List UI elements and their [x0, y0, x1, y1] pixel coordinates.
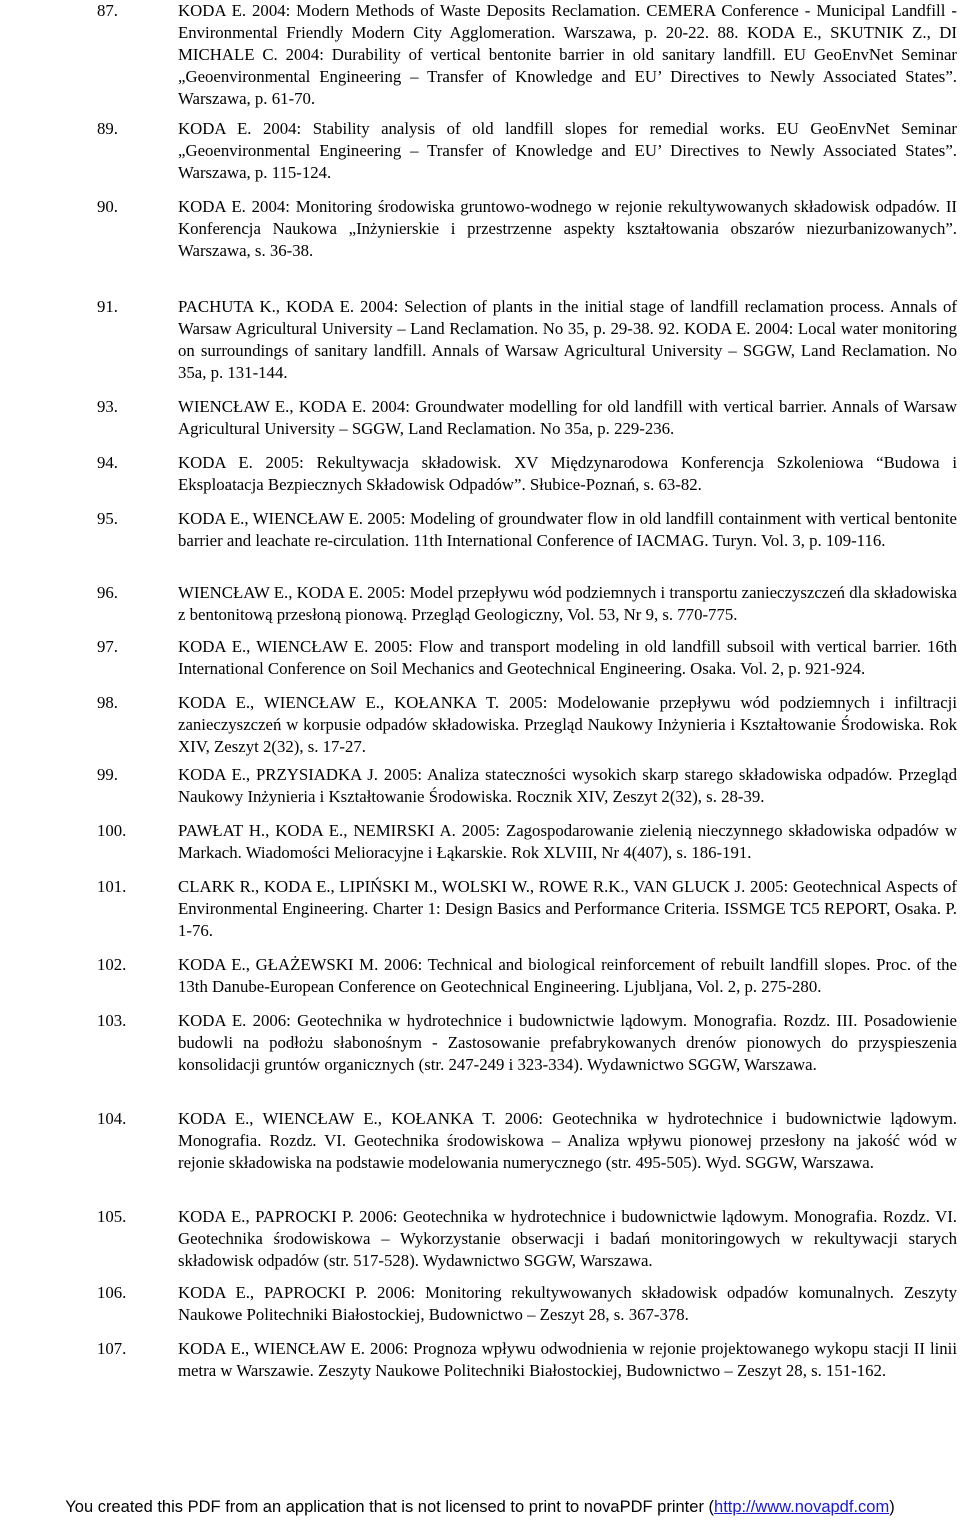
reference-entry: [97, 0, 957, 110]
reference-entry: [97, 1282, 957, 1326]
reference-text: KODA E. 2004: Modern Methods of Waste Deposits Reclamation. CEMERA Conference - Municipal Landfill - Environmental Friendly Modern City Agglomeration. Warszawa, p. 20-22. 88. KODA E., SKUTNIK Z., DI MICHALE C. 2004: Durability of vertical bentonite barrier in old sanitary landfill. EU GeoEnvNet Seminar „Geoenvironmental Engineering – Transfer of Knowledge and EU’ Directives to Newly Associated States”. Warszawa, p. 61-70.: [178, 1, 957, 108]
reference-entry: [97, 396, 957, 440]
reference-text: KODA E., WIENCŁAW E., KOŁANKA T. 2006: Geotechnika w hydrotechnice i budownictwie lądowym. Monografia. Rozdz. VI. Geotechnika środowiskowa – Analiza wpływu pionowej przesłony na jakość wód w rejonie składowiska na podstawie modelowania numerycznego (str. 495-505). Wyd. SGGW, Warszawa.: [178, 1109, 957, 1172]
footer-text: You created this PDF from an application that is not licensed to print to novaPDF printer (: [65, 1498, 715, 1516]
footer-close: ): [889, 1498, 895, 1516]
reference-number: 104.: [97, 1109, 127, 1128]
reference-entry: [97, 118, 957, 184]
reference-text: KODA E., PAPROCKI P. 2006: Geotechnika w hydrotechnice i budownictwie lądowym. Monografia. Rozdz. VI. Geotechnika środowiskowa – Wykorzystanie obserwacji i badań monitoringowych w rekultywacji starych składowisk odpadów (str. 517-528). Wydawnictwo SGGW, Warszawa.: [178, 1207, 957, 1270]
reference-entry: [97, 452, 957, 496]
reference-number: 99.: [97, 765, 118, 784]
reference-number: 96.: [97, 583, 118, 602]
reference-text: PACHUTA K., KODA E. 2004: Selection of plants in the initial stage of landfill reclamation process. Annals of Warsaw Agricultural University – Land Reclamation. No 35, p. 29-38. 92. KODA E. 2004: Local water monitoring on surroundings of sanitary landfill. Annals of Warsaw Agricultural University – SGGW, Land Reclamation. No 35a, p. 131-144.: [178, 297, 957, 382]
novapdf-link[interactable]: http://www.novapdf.com: [714, 1498, 890, 1516]
reference-entry: [97, 764, 957, 808]
reference-entry: [97, 692, 957, 758]
reference-number: 94.: [97, 453, 118, 472]
reference-number: 102.: [97, 955, 127, 974]
reference-text: KODA E., PRZYSIADKA J. 2005: Analiza stateczności wysokich skarp starego składowiska odpadów. Przegląd Naukowy Inżynieria i Kształtowanie Środowiska. Rocznik XIV, Zeszyt 2(32), s. 28-39.: [178, 765, 957, 806]
reference-entry: [97, 582, 957, 626]
reference-text: KODA E., PAPROCKI P. 2006: Monitoring rekultywowanych składowisk odpadów komunalnych. Zeszyty Naukowe Politechniki Białostockiej, Budownictwo – Zeszyt 28, s. 367-378.: [178, 1283, 957, 1324]
reference-text: KODA E., WIENCŁAW E. 2006: Prognoza wpływu odwodnienia w rejonie projektowanego wykopu stacji II linii metra w Warszawie. Zeszyty Naukowe Politechniki Białostockiej, Budownictwo – Zeszyt 28, s. 151-162.: [178, 1339, 957, 1380]
reference-entry: [97, 196, 957, 262]
reference-entry: [97, 876, 957, 942]
reference-number: 98.: [97, 693, 118, 712]
reference-entry: [97, 636, 957, 680]
reference-entry: [97, 1010, 957, 1076]
reference-text: KODA E. 2004: Monitoring środowiska gruntowo-wodnego w rejonie rekultywowanych składowisk odpadów. II Konferencja Naukowa „Inżynierskie i przestrzenne aspekty kształtowania obszarów niezurbanizowanych”. Warszawa, s. 36-38.: [178, 197, 957, 260]
reference-text: KODA E. 2004: Stability analysis of old landfill slopes for remedial works. EU GeoEnvNet Seminar „Geoenvironmental Engineering – Transfer of Knowledge and EU’ Directives to Newly Associated States”. Warszawa, p. 115-124.: [178, 119, 957, 182]
novapdf-footer: [0, 1497, 960, 1517]
reference-number: 107.: [97, 1339, 127, 1358]
reference-entry: [97, 508, 957, 552]
reference-number: 95.: [97, 509, 118, 528]
reference-number: 103.: [97, 1011, 127, 1030]
reference-entry: [97, 1338, 957, 1382]
reference-text: KODA E., GŁAŻEWSKI M. 2006: Technical and biological reinforcement of rebuilt landfill slopes. Proc. of the 13th Danube-European Conference on Geotechnical Engineering. Ljubljana, Vol. 2, p. 275-280.: [178, 955, 957, 996]
reference-entry: [97, 1108, 957, 1174]
reference-text: WIENCŁAW E., KODA E. 2004: Groundwater modelling for old landfill with vertical barrier. Annals of Warsaw Agricultural University – SGGW, Land Reclamation. No 35a, p. 229-236.: [178, 397, 957, 438]
reference-text: KODA E. 2005: Rekultywacja składowisk. XV Międzynarodowa Konferencja Szkoleniowa “Budowa i Eksploatacja Bezpiecznych Składowisk Odpadów”. Słubice-Poznań, s. 63-82.: [178, 453, 957, 494]
reference-number: 101.: [97, 877, 127, 896]
reference-text: WIENCŁAW E., KODA E. 2005: Model przepływu wód podziemnych i transportu zanieczyszczeń dla składowiska z bentonitową przesłoną pionową. Przegląd Geologiczny, Vol. 53, Nr 9, s. 770-775.: [178, 583, 957, 624]
reference-text: KODA E., WIENCŁAW E. 2005: Flow and transport modeling in old landfill subsoil with vertical barrier. 16th International Conference on Soil Mechanics and Geotechnical Engineering. Osaka. Vol. 2, p. 921-924.: [178, 637, 957, 678]
reference-entry: [97, 1206, 957, 1272]
reference-number: 105.: [97, 1207, 127, 1226]
reference-number: 90.: [97, 197, 118, 216]
reference-number: 89.: [97, 119, 118, 138]
reference-number: 93.: [97, 397, 118, 416]
reference-text: PAWŁAT H., KODA E., NEMIRSKI A. 2005: Zagospodarowanie zielenią nieczynnego składowiska odpadów w Markach. Wiadomości Melioracyjne i Łąkarskie. Rok XLVIII, Nr 4(407), s. 186-191.: [178, 821, 957, 862]
reference-entry: [97, 296, 957, 384]
reference-entry: [97, 820, 957, 864]
reference-entry: [97, 954, 957, 998]
reference-number: 91.: [97, 297, 118, 316]
reference-number: 87.: [97, 1, 118, 20]
reference-text: KODA E., WIENCŁAW E., KOŁANKA T. 2005: Modelowanie przepływu wód podziemnych i infiltracji zanieczyszczeń w korpusie odpadów składowiska. Przegląd Naukowy Inżynieria i Kształtowanie Środowiska. Rok XIV, Zeszyt 2(32), s. 17-27.: [178, 693, 957, 756]
reference-number: 106.: [97, 1283, 127, 1302]
reference-number: 97.: [97, 637, 118, 656]
reference-number: 100.: [97, 821, 127, 840]
reference-text: KODA E., WIENCŁAW E. 2005: Modeling of groundwater flow in old landfill containment with vertical bentonite barrier and leachate re-circulation. 11th International Conference of IACMAG. Turyn. Vol. 3, p. 109-116.: [178, 509, 957, 550]
reference-text: KODA E. 2006: Geotechnika w hydrotechnice i budownictwie lądowym. Monografia. Rozdz. III. Posadowienie budowli na podłożu słabonośnym - Zastosowanie prefabrykowanych drenów pionowych do przyspieszenia konsolidacji gruntów organicznych (str. 247-249 i 323-334). Wydawnictwo SGGW, Warszawa.: [178, 1011, 957, 1074]
reference-text: CLARK R., KODA E., LIPIŃSKI M., WOLSKI W., ROWE R.K., VAN GLUCK J. 2005: Geotechnical Aspects of Environmental Engineering. Charter 1: Design Basics and Performance Criteria. ISSMGE TC5 REPORT, Osaka. P. 1-76.: [178, 877, 957, 940]
